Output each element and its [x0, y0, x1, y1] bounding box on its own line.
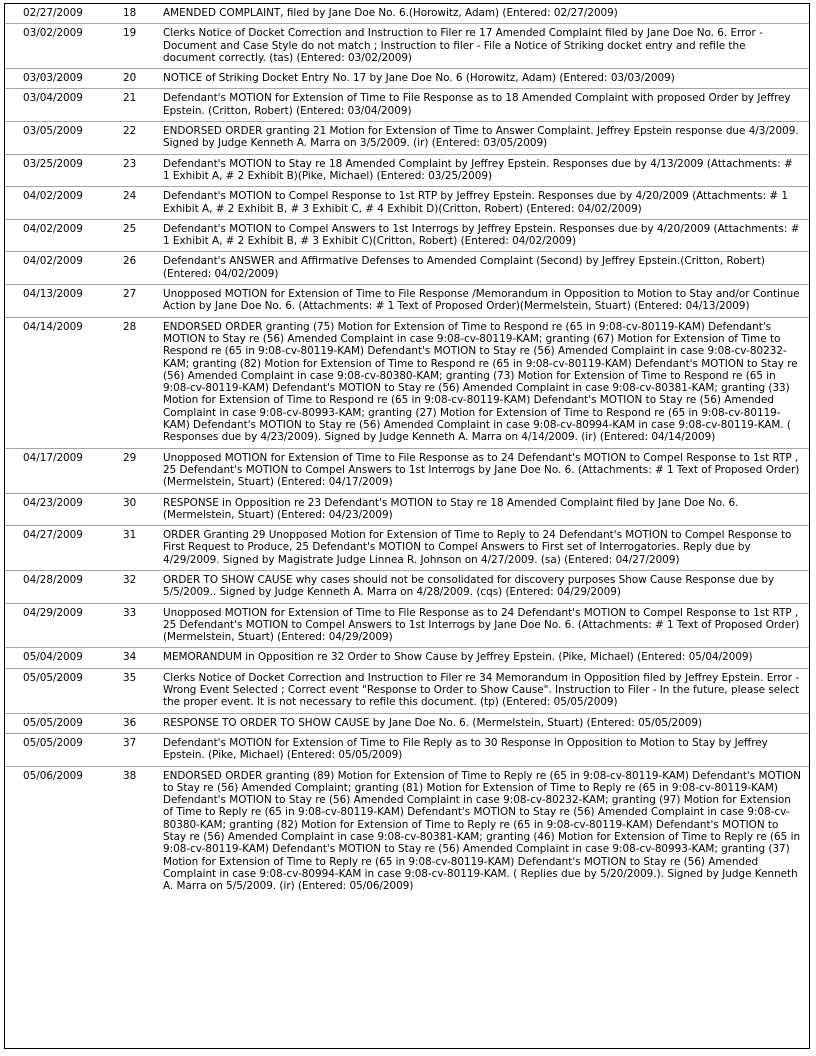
docket-entry-row — [5, 448, 809, 493]
entry-number: 19 — [99, 24, 147, 69]
entry-number: 23 — [99, 154, 147, 187]
entry-text: AMENDED COMPLAINT, filed by Jane Doe No. 6.(Horowitz, Adam) (Entered: 02/27/2009) — [147, 4, 809, 24]
entry-date: 04/27/2009 — [5, 526, 99, 571]
entry-date: 03/02/2009 — [5, 24, 99, 69]
entry-date: 04/02/2009 — [5, 187, 99, 220]
docket-table-body — [5, 4, 809, 897]
docket-entry-row — [5, 89, 809, 122]
entry-date: 04/13/2009 — [5, 285, 99, 318]
entry-number: 24 — [99, 187, 147, 220]
docket-entry-row — [5, 570, 809, 603]
entry-date: 04/02/2009 — [5, 252, 99, 285]
docket-entry-row — [5, 648, 809, 668]
entry-text: ENDORSED ORDER granting 21 Motion for Extension of Time to Answer Complaint. Jeffrey Epstein response due 4/3/2009. Signed by Judge Kenneth A. Marra on 3/5/2009. (ir) (Entered: 03/05/2009) — [147, 122, 809, 155]
docket-entry-row — [5, 24, 809, 69]
entry-text: Unopposed MOTION for Extension of Time to File Response as to 24 Defendant's MOTION to Compel Response to 1st RTP , 25 Defendant's MOTION to Compel Answers to 1st Interrogs by Jane Doe No. 6. (Attachments: # 1 Text of Proposed Order)(Mermelstein, Stuart) (Entered: 04/17/2009) — [147, 448, 809, 493]
entry-text: Clerks Notice of Docket Correction and Instruction to Filer re 17 Amended Complaint filed by Jane Doe No. 6. Error - Document and Case Style do not match ; Instruction to filer - File a Notice of Striking docket entry and refile the document correctly. (tas) (Entered: 03/02/2009) — [147, 24, 809, 69]
docket-entry-row — [5, 154, 809, 187]
entry-number: 36 — [99, 713, 147, 733]
docket-entry-row — [5, 526, 809, 571]
entry-number: 28 — [99, 317, 147, 448]
entry-number: 22 — [99, 122, 147, 155]
docket-entry-row — [5, 668, 809, 713]
entry-text: Defendant's MOTION to Compel Answers to 1st Interrogs by Jeffrey Epstein. Responses due by 4/20/2009 (Attachments: # 1 Exhibit A, # 2 Exhibit B, # 3 Exhibit C)(Critton, Robert) (Entered: 04/02/2009) — [147, 219, 809, 252]
entry-text: Defendant's MOTION to Compel Response to 1st RTP by Jeffrey Epstein. Responses due by 4/20/2009 (Attachments: # 1 Exhibit A, # 2 Exhibit B, # 3 Exhibit C, # 4 Exhibit D)(Critton, Robert) (Entered: 04/02/2009) — [147, 187, 809, 220]
entry-date: 05/05/2009 — [5, 733, 99, 766]
entry-date: 04/23/2009 — [5, 493, 99, 526]
entry-date: 03/25/2009 — [5, 154, 99, 187]
entry-text: ENDORSED ORDER granting (75) Motion for Extension of Time to Respond re (65 in 9:08-cv-80119-KAM) Defendant's MOTION to Stay re (56) Amended Complaint in case 9:08-cv-80119-KAM; granting (67) Motion for Extension of Time to Respond re (65 in 9:08-cv-80119-KAM) Defendant's MOTION to Stay re (56) Amended Complaint in case 9:08-cv-80232-KAM; granting (82) Motion for Extension of Time to Respond re (65 in 9:08-cv-80119-KAM) Defendant's MOTION to Stay re (56) Amended Complaint in case 9:08-cv-80380-KAM; granting (73) Motion for Extension of Time to Respond re (65 in 9:08-cv-80119-KAM) Defendant's MOTION to Stay re (56) Amended Complaint in case 9:08-cv-80381-KAM; granting (33) Motion for Extension of Time to Respond re (65 in 9:08-cv-80119-KAM) Defendant's MOTION to Stay re (56) Amended Complaint in case 9:08-cv-80993-KAM; granting (27) Motion for Extension of Time to Respond re (65 in 9:08-cv-80119-KAM) Defendant's MOTION to Stay re (56) Amended Complaint in case 9:08-cv-80994-KAM in case 9:08-cv-80119-KAM. ( Responses due by 4/23/2009). Signed by Judge Kenneth A. Marra on 4/14/2009. (ir) (Entered: 04/14/2009) — [147, 317, 809, 448]
entry-text: Defendant's MOTION for Extension of Time to File Response as to 18 Amended Complaint with proposed Order by Jeffrey Epstein. (Critton, Robert) (Entered: 03/04/2009) — [147, 89, 809, 122]
entry-date: 05/05/2009 — [5, 713, 99, 733]
entry-number: 20 — [99, 69, 147, 89]
entry-text: Defendant's MOTION for Extension of Time to File Reply as to 30 Response in Opposition to Motion to Stay by Jeffrey Epstein. (Pike, Michael) (Entered: 05/05/2009) — [147, 733, 809, 766]
entry-date: 03/03/2009 — [5, 69, 99, 89]
docket-entry-row — [5, 285, 809, 318]
entry-number: 35 — [99, 668, 147, 713]
docket-entry-row — [5, 252, 809, 285]
entry-date: 05/04/2009 — [5, 648, 99, 668]
entry-number: 26 — [99, 252, 147, 285]
docket-entry-row — [5, 4, 809, 24]
docket-entry-row — [5, 187, 809, 220]
entry-number: 30 — [99, 493, 147, 526]
entry-text: Clerks Notice of Docket Correction and Instruction to Filer re 34 Memorandum in Opposition filed by Jeffrey Epstein. Error - Wrong Event Selected ; Correct event "Response to Order to Show Cause". Instruction to Filer - In the future, please select the proper event. It is not necessary to refile this document. (tp) (Entered: 05/05/2009) — [147, 668, 809, 713]
entry-text: RESPONSE TO ORDER TO SHOW CAUSE by Jane Doe No. 6. (Mermelstein, Stuart) (Entered: 05/05/2009) — [147, 713, 809, 733]
entry-number: 38 — [123, 769, 137, 782]
entry-date: 05/06/2009 — [23, 769, 83, 782]
entry-number: 27 — [99, 285, 147, 318]
docket-entry-row — [5, 603, 809, 648]
docket-entry-row — [5, 713, 809, 733]
entry-number: 25 — [99, 219, 147, 252]
docket-entry-row — [5, 317, 809, 448]
entry-text: MEMORANDUM in Opposition re 32 Order to Show Cause by Jeffrey Epstein. (Pike, Michael) (Entered: 05/04/2009) — [147, 648, 809, 668]
entry-text: Defendant's ANSWER and Affirmative Defenses to Amended Complaint (Second) by Jeffrey Epstein.(Critton, Robert) (Entered: 04/02/2009) — [147, 252, 809, 285]
entry-text: NOTICE of Striking Docket Entry No. 17 by Jane Doe No. 6 (Horowitz, Adam) (Entered: 03/03/2009) — [147, 69, 809, 89]
entry-text: ENDORSED ORDER granting (89) Motion for Extension of Time to Reply re (65 in 9:08-cv-80119-KAM) Defendant's MOTION to Stay re (56) Amended Complaint; granting (81) Motion for Extension of Time to Reply re (65 in 9:08-cv-80119-KAM) Defendant's MOTION to Stay re (56) Amended Complaint in case 9:08-cv-80232-KAM; granting (97) Motion for Extension of Time to Reply re (65 in 9:08-cv-80119-KAM) Defendant's MOTION to Stay re (56) Amended Complaint in case 9:08-cv-80380-KAM; granting (82) Motion for Extension of Time to Reply re (65 in 9:08-cv-80119-KAM) Defendant's MOTION to Stay re (56) Amended Complaint in case 9:08-cv-80381-KAM; granting (46) Motion for Extension of Time to Reply re (65 in 9:08-cv-80119-KAM) Defendant's MOTION to Stay re (56) Amended Complaint in case 9:08-cv-80993-KAM; granting (37) Motion for Extension of Time to Reply re (65 in 9:08-cv-80119-KAM) Defendant's MOTION to Stay re (56) Amended Complaint in case 9:08-cv-80994-KAM in case 9:08-cv-80119-KAM. ( Replies due by 5/20/2009.). Signed by Judge Kenneth A. Marra on 5/5/2009. (ir) (Entered: 05/06/2009) — [163, 769, 801, 893]
docket-entry-row — [5, 122, 809, 155]
entry-number: 18 — [99, 4, 147, 24]
entry-number: 29 — [99, 448, 147, 493]
docket-entry-row — [5, 69, 809, 89]
entry-date: 04/14/2009 — [5, 317, 99, 448]
entry-number: 34 — [99, 648, 147, 668]
entry-date: 04/02/2009 — [5, 219, 99, 252]
entry-number: 37 — [99, 733, 147, 766]
docket-table — [5, 4, 809, 897]
entry-date: 04/29/2009 — [5, 603, 99, 648]
docket-entry-row — [5, 493, 809, 526]
entry-text: ORDER TO SHOW CAUSE why cases should not be consolidated for discovery purposes Show Cause Response due by 5/5/2009.. Signed by Judge Kenneth A. Marra on 4/28/2009. (cqs) (Entered: 04/29/2009) — [147, 570, 809, 603]
entry-number: 32 — [99, 570, 147, 603]
entry-text: Unopposed MOTION for Extension of Time to File Response as to 24 Defendant's MOTION to Compel Response to 1st RTP , 25 Defendant's MOTION to Compel Answers to 1st Interrogs by Jane Doe No. 6. (Attachments: # 1 Text of Proposed Order)(Mermelstein, Stuart) (Entered: 04/29/2009) — [147, 603, 809, 648]
entry-text: RESPONSE in Opposition re 23 Defendant's MOTION to Stay re 18 Amended Complaint filed by Jane Doe No. 6. (Mermelstein, Stuart) (Entered: 04/23/2009) — [147, 493, 809, 526]
entry-date: 04/28/2009 — [5, 570, 99, 603]
docket-entry-row — [5, 733, 809, 766]
docket-entry-row — [5, 766, 809, 896]
entry-date: 03/04/2009 — [5, 89, 99, 122]
entry-text: Unopposed MOTION for Extension of Time to File Response /Memorandum in Opposition to Motion to Stay and/or Continue Action by Jane Doe No. 6. (Attachments: # 1 Text of Proposed Order)(Mermelstein, Stuart) (Entered: 04/13/2009) — [147, 285, 809, 318]
entry-date: 02/27/2009 — [5, 4, 99, 24]
entry-date: 05/05/2009 — [5, 668, 99, 713]
entry-text: ORDER Granting 29 Unopposed Motion for Extension of Time to Reply to 24 Defendant's MOTION to Compel Response to First Request to Produce, 25 Defendant's MOTION to Compel Answers to First set of Interrogatories. Reply due by 4/29/2009. Signed by Magistrate Judge Linnea R. Johnson on 4/27/2009. (sa) (Entered: 04/27/2009) — [147, 526, 809, 571]
docket-entry-row — [5, 219, 809, 252]
entry-text: Defendant's MOTION to Stay re 18 Amended Complaint by Jeffrey Epstein. Responses due by 4/13/2009 (Attachments: # 1 Exhibit A, # 2 Exhibit B)(Pike, Michael) (Entered: 03/25/2009) — [147, 154, 809, 187]
entry-date: 04/17/2009 — [5, 448, 99, 493]
docket-table-frame — [4, 3, 810, 1049]
entry-number: 33 — [99, 603, 147, 648]
entry-number: 21 — [99, 89, 147, 122]
entry-date: 03/05/2009 — [5, 122, 99, 155]
entry-number: 31 — [99, 526, 147, 571]
